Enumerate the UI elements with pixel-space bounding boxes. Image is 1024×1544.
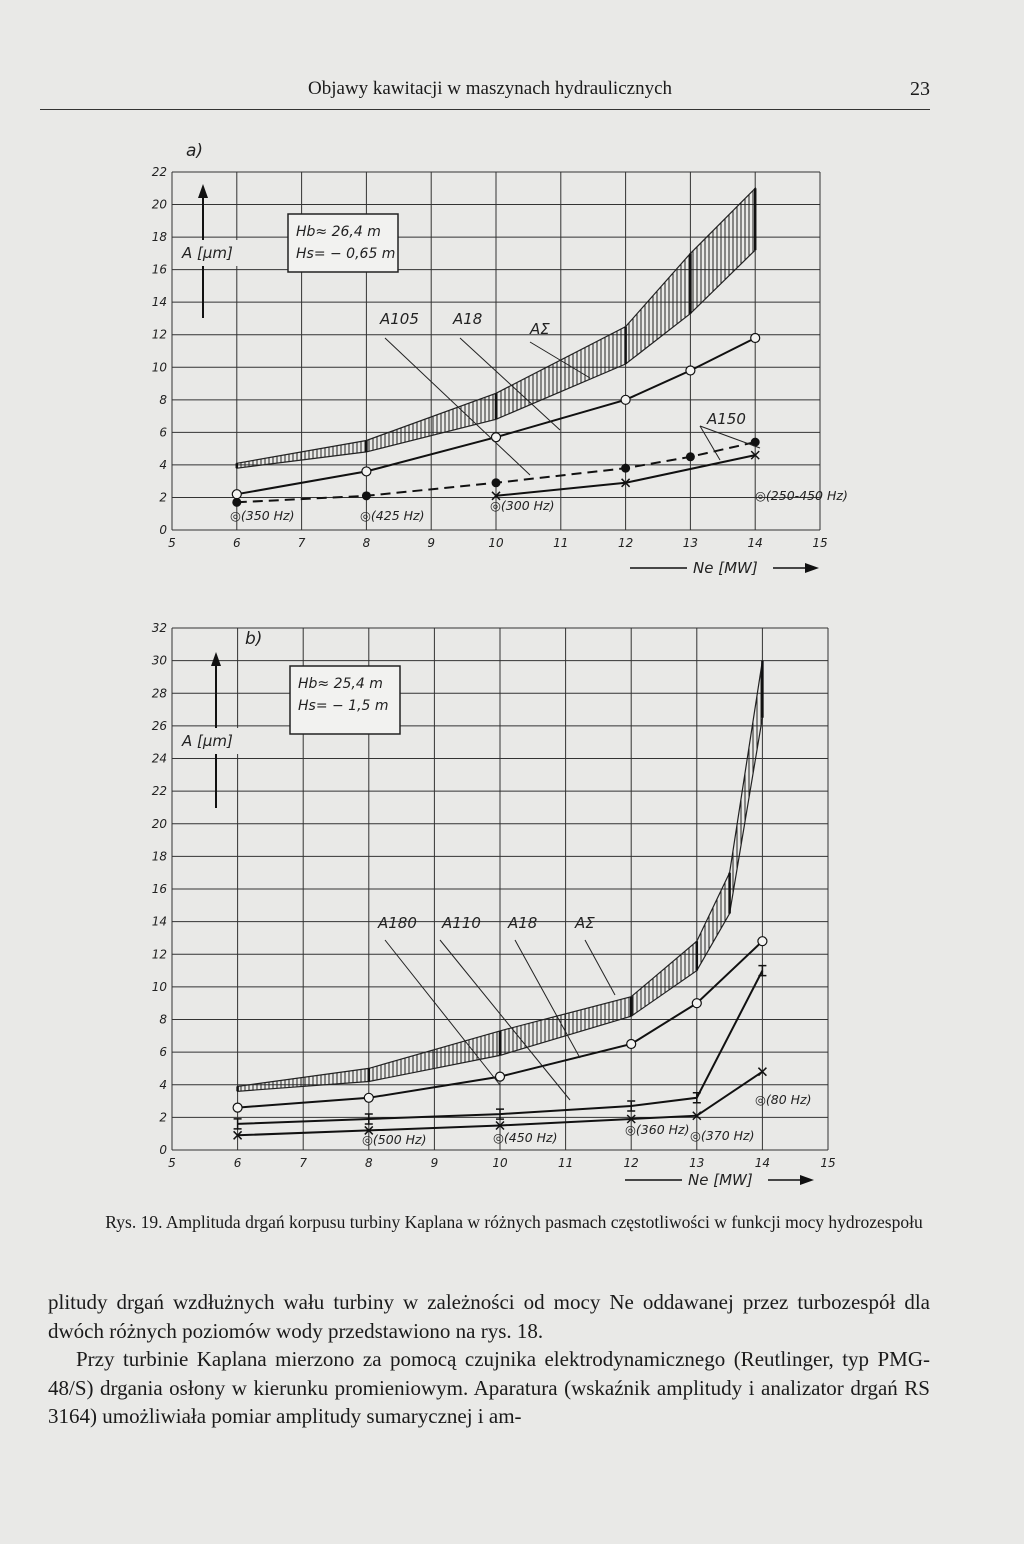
y-tick-label: 20 — [151, 816, 167, 831]
condition-label: Hs= − 0,65 m — [296, 246, 396, 262]
y-tick-label: 6 — [159, 1045, 167, 1060]
condition-label: Hb≈ 26,4 m — [296, 224, 381, 240]
panel-label: a) — [186, 141, 204, 161]
y-tick-label: 20 — [151, 197, 167, 212]
y-axis-label: A [µm] — [182, 244, 233, 262]
x-tick-label: 14 — [754, 1156, 771, 1170]
series-label: AΣ — [575, 914, 595, 932]
y-axis-arrowhead — [211, 652, 221, 666]
running-title: Objawy kawitacji w maszynach hydraulicznych — [307, 78, 673, 99]
y-tick-label: 0 — [159, 1143, 167, 1157]
body-text — [48, 1288, 930, 1431]
x-tick-label: 9 — [427, 536, 436, 550]
frequency-annotation: ◎(250-450 Hz) — [755, 488, 848, 503]
series-label: A105 — [380, 310, 419, 328]
chart-b — [152, 621, 836, 1189]
y-tick-label: 4 — [159, 1077, 167, 1092]
y-tick-label: 14 — [151, 295, 167, 310]
y-tick-label: 4 — [159, 457, 167, 472]
x-tick-label: 14 — [747, 536, 763, 550]
x-tick-label: 10 — [492, 1156, 508, 1170]
data-point — [758, 937, 767, 946]
x-tick-label: 12 — [617, 536, 634, 550]
data-point — [232, 498, 241, 507]
y-tick-label: 12 — [151, 947, 167, 962]
frequency-annotation: ◎(360 Hz) — [625, 1122, 690, 1137]
data-point — [362, 491, 371, 500]
x-axis-label: Ne [MW] — [693, 559, 758, 577]
frequency-annotation: ◎(425 Hz) — [360, 508, 425, 523]
y-tick-label: 6 — [159, 425, 167, 440]
x-tick-label: 7 — [299, 1156, 308, 1170]
leader-line — [700, 426, 760, 448]
x-tick-label: 5 — [168, 536, 176, 550]
x-tick-label: 6 — [233, 1156, 242, 1170]
x-tick-label: 12 — [623, 1156, 639, 1170]
data-point — [692, 999, 701, 1008]
data-point — [364, 1093, 373, 1102]
series-label: A18 — [508, 914, 538, 932]
x-tick-label: 13 — [682, 536, 699, 550]
chart-a — [152, 141, 848, 577]
y-tick-label: 30 — [151, 653, 167, 668]
y-tick-label: 28 — [151, 686, 167, 701]
data-point — [621, 464, 630, 473]
y-tick-label: 16 — [151, 882, 167, 896]
series-label: AΣ — [530, 320, 550, 338]
data-point — [751, 333, 760, 342]
paragraph: plitudy drgań wzdłużnych wału turbiny w zależności od mocy Ne oddawanej przez turbozespół dla dwóch różnych poziomów wody przedstawiono na rys. 18. — [48, 1290, 930, 1343]
data-point — [621, 395, 630, 404]
x-tick-label: 8 — [362, 536, 371, 550]
data-point — [627, 1039, 636, 1048]
data-point — [496, 1072, 505, 1081]
y-axis-label: A [µm] — [182, 732, 233, 750]
x-tick-label: 10 — [488, 536, 504, 550]
y-tick-label: 10 — [151, 360, 167, 375]
x-tick-label: 11 — [553, 536, 569, 550]
y-tick-label: 18 — [151, 849, 167, 864]
x-axis-arrowhead — [805, 563, 819, 573]
y-tick-label: 8 — [159, 1012, 167, 1027]
x-tick-label: 5 — [168, 1156, 176, 1170]
series-label: A18 — [453, 310, 483, 328]
frequency-annotation: ◎(370 Hz) — [690, 1128, 755, 1143]
x-tick-label: 11 — [557, 1156, 574, 1170]
frequency-annotation: ◎(450 Hz) — [493, 1130, 558, 1145]
y-tick-label: 0 — [159, 523, 167, 537]
page-number: 23 — [910, 78, 930, 100]
x-axis-label: Ne [MW] — [688, 1171, 753, 1189]
y-tick-label: 2 — [159, 1110, 167, 1125]
data-point — [362, 467, 371, 476]
x-tick-label: 15 — [812, 536, 828, 550]
y-tick-label: 14 — [151, 914, 167, 929]
frequency-annotation: ◎(350 Hz) — [230, 508, 295, 523]
y-tick-label: 2 — [159, 490, 167, 505]
y-tick-label: 24 — [151, 751, 167, 766]
x-tick-label: 9 — [430, 1156, 439, 1170]
y-tick-label: 32 — [151, 621, 167, 635]
x-axis-arrowhead — [800, 1175, 814, 1185]
condition-label: Hb≈ 25,4 m — [298, 676, 383, 692]
y-tick-label: 16 — [151, 262, 167, 277]
frequency-annotation: ◎(300 Hz) — [490, 498, 555, 513]
series-label: A110 — [442, 914, 481, 932]
frequency-annotation: ◎(500 Hz) — [362, 1132, 427, 1147]
series-label: A180 — [378, 914, 417, 932]
panel-label: b) — [245, 629, 263, 649]
y-tick-label: 8 — [159, 392, 167, 407]
data-point — [686, 366, 695, 375]
data-point — [232, 490, 241, 499]
x-tick-label: 15 — [820, 1156, 836, 1170]
x-tick-label: 13 — [689, 1156, 705, 1170]
conditions-box — [288, 214, 398, 272]
figure-caption: Rys. 19. Amplituda drgań korpusu turbiny Kaplana w różnych pasmach częstotliwości w funkcji mocy hydrozespołu — [105, 1212, 923, 1232]
series-label: A150 — [707, 410, 746, 428]
paragraph: Przy turbinie Kaplana mierzono za pomocą czujnika elektrodynamicznego (Reutlinger, typ PMG-48/S) drgania osłony w kierunku promieniowym. Aparatura (wskaźnik amplitudy i analizator drgań RS 3164) umożliwiała pomiar amplitudy sumarycznej i am- — [48, 1347, 930, 1428]
y-tick-label: 26 — [151, 718, 167, 733]
y-tick-label: 18 — [151, 230, 167, 245]
frequency-annotation: ◎(80 Hz) — [755, 1092, 812, 1107]
y-axis-arrowhead — [198, 184, 208, 198]
x-tick-label: 8 — [364, 1156, 373, 1170]
data-point — [233, 1103, 242, 1112]
condition-label: Hs= − 1,5 m — [298, 698, 389, 714]
data-point — [686, 452, 695, 461]
data-point — [492, 478, 501, 487]
y-tick-label: 12 — [151, 327, 167, 342]
y-tick-label: 22 — [151, 784, 167, 799]
x-tick-label: 7 — [297, 536, 306, 550]
x-tick-label: 6 — [232, 536, 241, 550]
y-tick-label: 22 — [151, 165, 167, 179]
y-tick-label: 10 — [151, 979, 167, 994]
